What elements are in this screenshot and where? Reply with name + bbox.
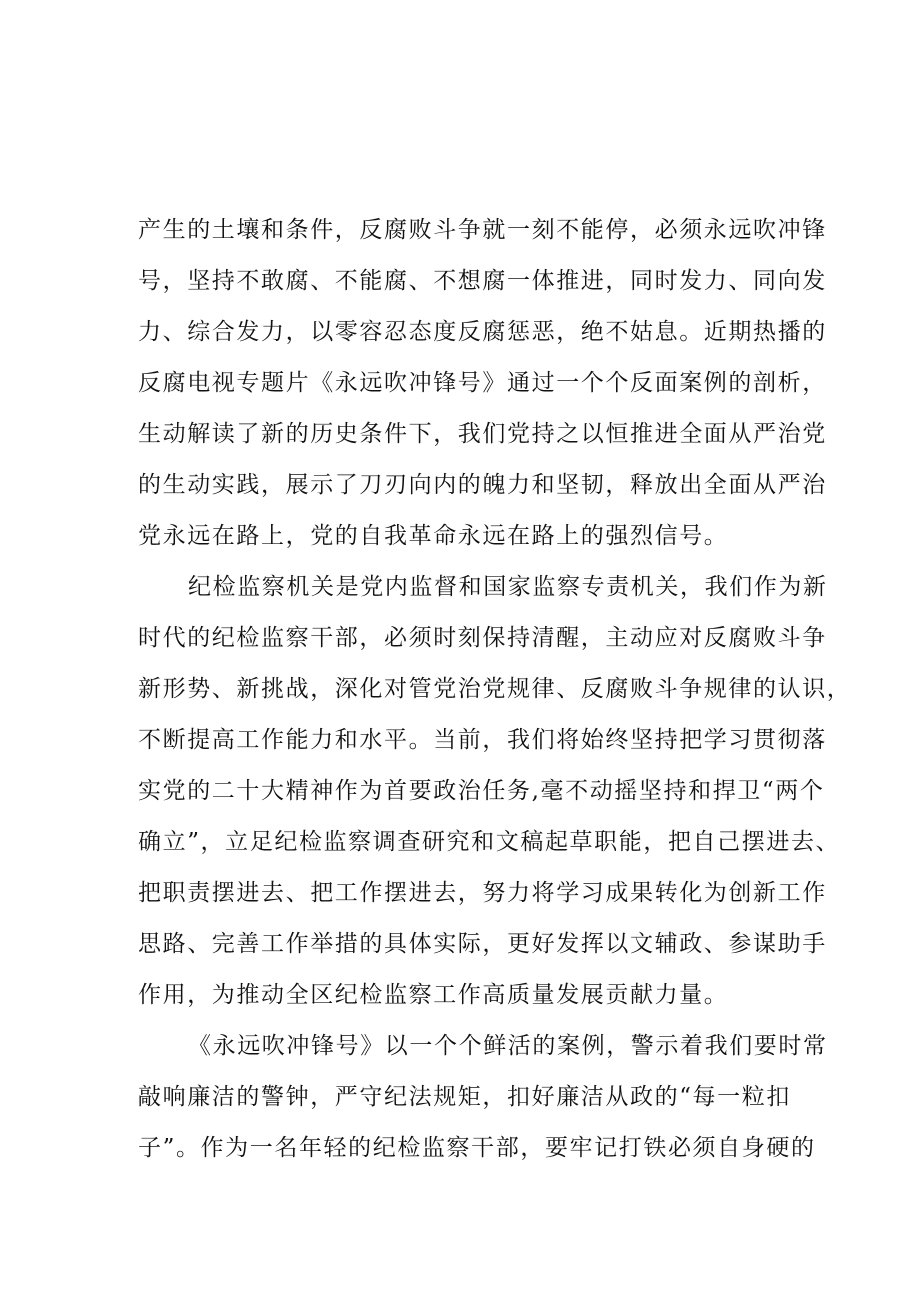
text-line: 作用，为推动全区纪检监察工作高质量发展贡献力量。: [138, 982, 729, 1008]
text-line: 不断提高工作能力和水平。当前，我们将始终坚持把学习贯彻落: [138, 727, 827, 753]
text-line: 时代的纪检监察干部，必须时刻保持清醒，主动应对反腐败斗争: [138, 625, 827, 651]
text-line: 确立”，立足纪检监察调查研究和文稿起草职能，把自己摆进去、: [138, 829, 841, 855]
text-line: 的生动实践，展示了刀刃向内的魄力和坚韧，释放出全面从严治: [138, 472, 827, 498]
text-line: 生动解读了新的历史条件下，我们党持之以恒推进全面从严治党: [138, 421, 827, 447]
text-line: 号，坚持不敢腐、不能腐、不想腐一体推进，同时发力、同向发: [138, 268, 827, 294]
text-line: 《永远吹冲锋号》以一个个鲜活的案例，警示着我们要时常: [188, 1033, 828, 1059]
text-line: 纪检监察机关是党内监督和国家监察专责机关，我们作为新: [188, 574, 828, 600]
text-line: 力、综合发力，以零容忍态度反腐惩恶，绝不姑息。近期热播的: [138, 319, 827, 345]
text-line: 把职责摆进去、把工作摆进去，努力将学习成果转化为创新工作: [138, 880, 827, 906]
text-line: 敲响廉洁的警钟，严守纪法规矩，扣好廉洁从政的“每一粒扣: [138, 1084, 791, 1110]
text-line: 子”。作为一名年轻的纪检监察干部，要牢记打铁必须自身硬的: [138, 1135, 816, 1161]
text-line: 产生的土壤和条件，反腐败斗争就一刻不能停，必须永远吹冲锋: [138, 217, 827, 243]
text-line: 反腐电视专题片《永远吹冲锋号》通过一个个反面案例的剖析，: [138, 370, 827, 396]
text-line: 党永远在路上，党的自我革命永远在路上的强烈信号。: [138, 523, 729, 549]
text-line: 新形势、新挑战，深化对管党治党规律、反腐败斗争规律的认识，: [138, 676, 852, 702]
text-line: 思路、完善工作举措的具体实际，更好发挥以文辅政、参谋助手: [138, 931, 827, 957]
text-line: 实党的二十大精神作为首要政治任务,毫不动摇坚持和捍卫“两个: [138, 778, 825, 804]
